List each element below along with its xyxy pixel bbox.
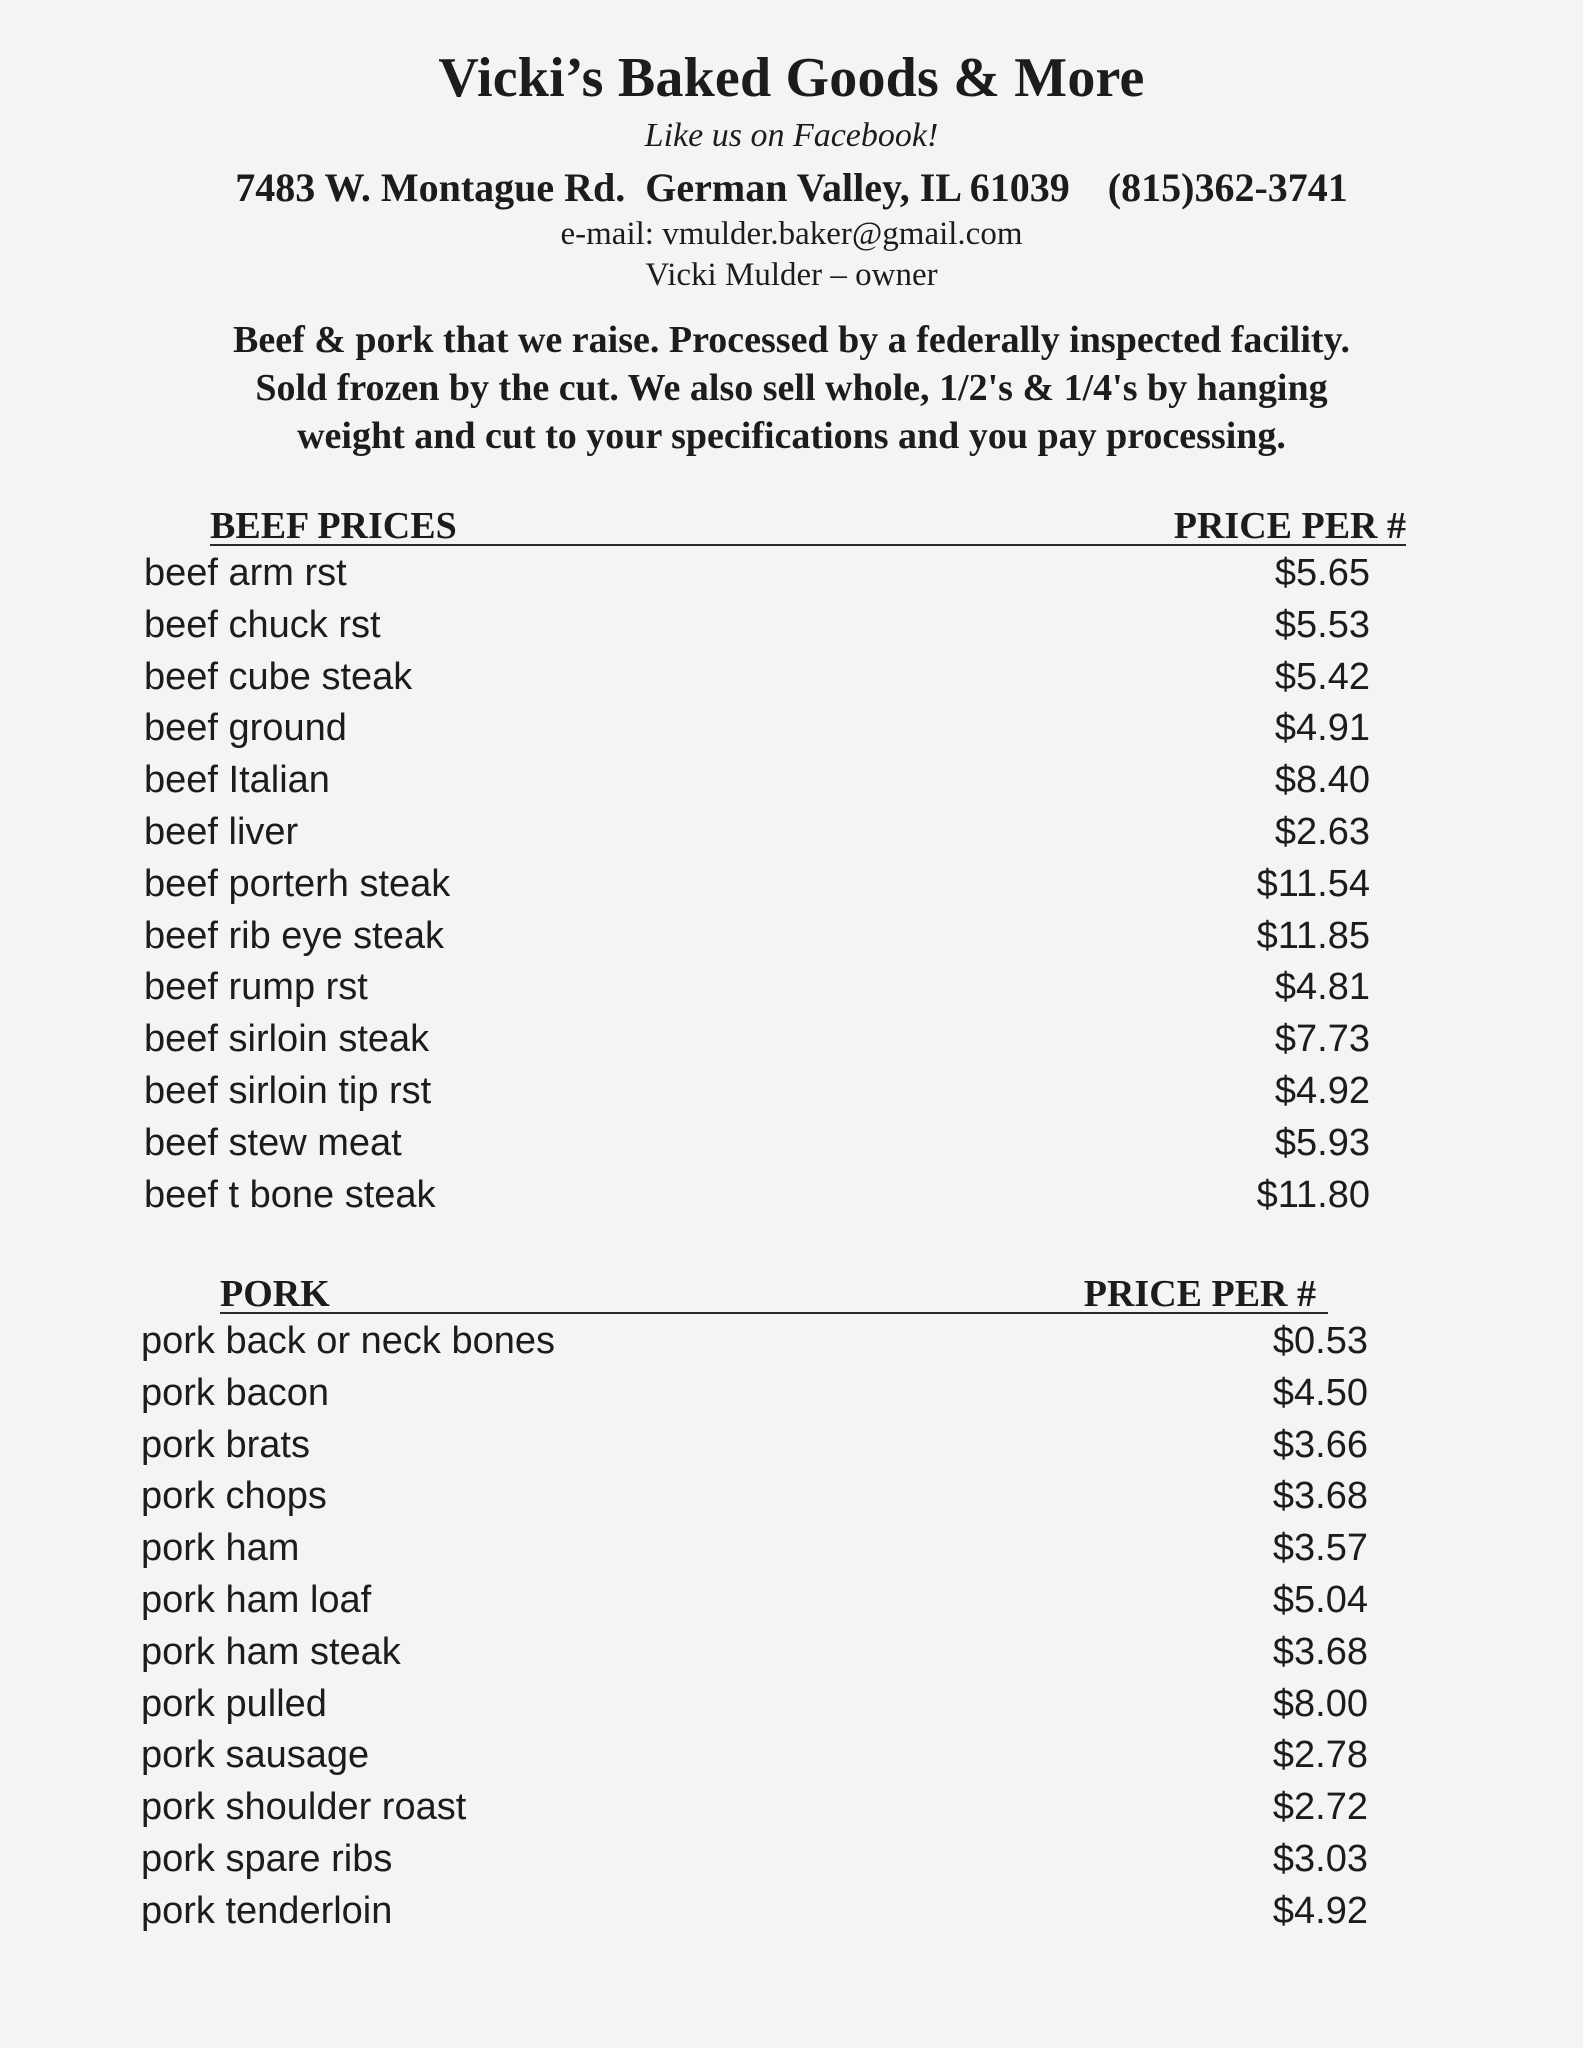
item-name: beef rib eye steak [144,914,444,957]
item-price: $4.91 [1274,707,1370,750]
price-row [140,859,1400,911]
item-name: beef arm rst [144,552,347,594]
item-price: $8.40 [1274,759,1370,802]
beef-price-list [140,548,1400,1221]
price-row [140,911,1400,963]
item-name: pork sausage [141,1734,370,1777]
item-name: beef sirloin tip rst [144,1069,432,1112]
beef-price-section [140,500,1406,1221]
price-row [140,1420,1400,1472]
item-price: $11.80 [1256,1173,1370,1216]
item-name: beef liver [144,810,299,853]
price-row [140,1730,1400,1782]
item-price: $11.54 [1256,862,1370,905]
item-name: beef ground [144,707,347,750]
item-price: $0.53 [1272,1320,1368,1362]
item-price: $4.81 [1274,966,1370,1009]
intro-line-2: Sold frozen by the cut. We also sell whole, 1/2's & 1/4's by hanging [255,367,1328,409]
price-row [140,703,1400,755]
price-row [140,807,1400,859]
item-price: $2.72 [1272,1786,1368,1829]
owner-line: Vicki Mulder – owner [645,257,938,293]
item-name: beef t bone steak [144,1173,436,1216]
item-price: $3.03 [1272,1837,1368,1880]
pork-price-section [140,1268,1400,1938]
item-price: $3.68 [1272,1630,1368,1673]
beef-heading: BEEF PRICES [210,505,457,547]
beef-section-header [140,500,1406,547]
facebook-note: Like us on Facebook! [644,117,939,154]
price-row [140,1368,1400,1420]
item-name: beef sirloin steak [144,1018,430,1061]
item-price: $3.68 [1272,1475,1368,1518]
item-name: beef stew meat [144,1121,402,1164]
price-row [140,548,1400,600]
item-price: $7.73 [1274,1018,1370,1061]
item-name: pork tenderloin [141,1889,393,1932]
price-row [140,1834,1400,1886]
item-price: $4.92 [1274,1069,1370,1112]
price-row [140,962,1400,1014]
item-name: pork ham [141,1527,300,1570]
item-name: beef Italian [144,759,330,802]
pork-section-header [140,1268,1400,1314]
item-name: beef porterh steak [144,862,451,905]
item-name: beef chuck rst [144,603,381,646]
item-name: pork back or neck bones [141,1320,556,1362]
pork-price-list [140,1316,1400,1938]
price-row [140,652,1400,704]
item-name: pork ham loaf [141,1578,372,1621]
item-name: pork spare ribs [141,1837,393,1880]
item-name: pork bacon [141,1371,330,1414]
price-row [140,1679,1400,1731]
item-price: $8.00 [1272,1682,1368,1725]
price-row [140,1523,1400,1575]
price-row [140,1316,1400,1368]
intro-line-3: weight and cut to your specifications and you pay processing. [297,415,1286,457]
pork-price-heading: PRICE PER # [1083,1273,1316,1315]
item-price: $5.04 [1272,1578,1368,1621]
intro-line-1: Beef & pork that we raise. Processed by a federally inspected facility. [233,319,1350,361]
item-name: pork brats [141,1423,310,1466]
price-row [140,1782,1400,1834]
price-row [140,1471,1400,1523]
price-row [140,1118,1400,1170]
item-name: pork pulled [141,1682,327,1725]
price-row [140,600,1400,652]
item-price: $4.50 [1272,1371,1368,1414]
item-name: pork shoulder roast [141,1786,467,1829]
item-price: $11.85 [1256,914,1370,957]
pork-heading: PORK [220,1273,330,1315]
business-name: Vicki’s Baked Goods & More [438,47,1145,109]
item-name: pork chops [141,1475,327,1518]
phone-number: (815)362-3741 [1107,165,1348,210]
price-row [140,755,1400,807]
beef-price-heading: PRICE PER # [1173,505,1406,547]
email-line: e-mail: vmulder.baker@gmail.com [560,216,1023,252]
item-price: $5.65 [1274,552,1370,594]
item-name: beef cube steak [144,655,413,698]
item-price: $2.78 [1272,1734,1368,1777]
item-price: $5.42 [1274,655,1370,698]
price-row [140,1066,1400,1118]
price-row [140,1170,1400,1222]
intro-paragraph [0,316,1583,460]
item-price: $3.57 [1272,1527,1368,1570]
price-row [140,1014,1400,1066]
item-price: $2.63 [1274,810,1370,853]
item-name: pork ham steak [141,1630,401,1673]
address-line [0,162,1583,214]
item-name: beef rump rst [144,966,368,1009]
address: 7483 W. Montague Rd. German Valley, IL 61039 [235,165,1070,210]
item-price: $3.66 [1272,1423,1368,1466]
item-price: $4.92 [1272,1889,1368,1932]
item-price: $5.93 [1274,1121,1370,1164]
letterhead [0,44,1583,296]
price-row [140,1575,1400,1627]
price-row [140,1627,1400,1679]
item-price: $5.53 [1274,603,1370,646]
price-row [140,1886,1400,1938]
